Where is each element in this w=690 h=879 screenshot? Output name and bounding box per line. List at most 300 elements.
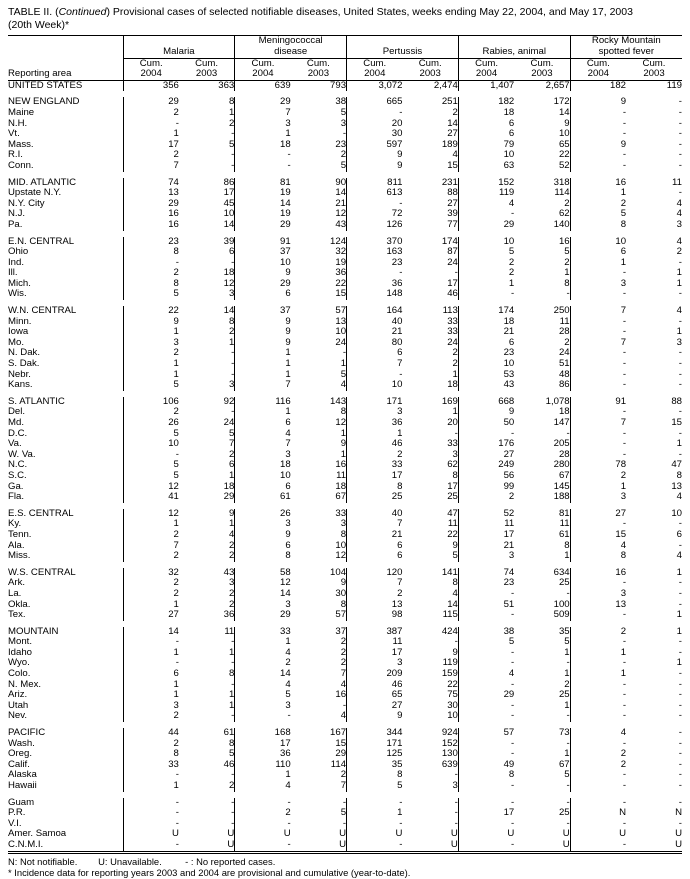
data-cell: 3 bbox=[235, 450, 291, 461]
reporting-area-cell: Ky. bbox=[8, 518, 22, 530]
data-cell: - bbox=[566, 737, 570, 749]
data-cell: 14 bbox=[335, 187, 347, 199]
data-cell: 2 bbox=[676, 246, 682, 258]
data-cell: 29 bbox=[335, 748, 347, 760]
data-cell: 2 bbox=[340, 657, 347, 669]
data-cell: 61 bbox=[558, 528, 570, 540]
data-cell: 2 bbox=[340, 769, 347, 781]
data-cell: 3 bbox=[570, 492, 626, 503]
data-cell: 20 bbox=[447, 417, 458, 428]
data-cell: 2 bbox=[235, 658, 291, 669]
table-row bbox=[8, 829, 682, 840]
data-cell: 1 bbox=[564, 748, 570, 760]
data-cell: 18 bbox=[458, 317, 514, 328]
data-cell: 1 bbox=[340, 448, 347, 460]
data-cell: 25 bbox=[558, 577, 570, 589]
reporting-area-cell: Mass. bbox=[8, 138, 34, 150]
data-cell: 3 bbox=[228, 577, 235, 589]
data-cell: 5 bbox=[123, 380, 179, 391]
data-cell: 39 bbox=[447, 208, 458, 220]
data-cell: 3 bbox=[347, 658, 403, 669]
data-cell: - bbox=[231, 128, 235, 140]
data-cell: - bbox=[458, 589, 514, 600]
data-cell: - bbox=[570, 690, 626, 701]
data-cell: 130 bbox=[441, 748, 458, 760]
data-cell: 10 bbox=[235, 258, 291, 269]
table-row bbox=[8, 798, 682, 809]
data-cell: 52 bbox=[558, 159, 570, 171]
disease-header-line2: spotted fever bbox=[598, 45, 655, 57]
data-cell: - bbox=[570, 770, 626, 781]
data-cell: 7 bbox=[570, 306, 626, 317]
data-cell: - bbox=[123, 808, 179, 819]
data-cell: 49 bbox=[458, 760, 514, 771]
reporting-area-cell: Pa. bbox=[8, 218, 23, 230]
data-cell: 8 bbox=[340, 598, 347, 610]
data-cell: 11 bbox=[336, 469, 347, 481]
data-cell: 56 bbox=[458, 471, 514, 482]
data-cell: 12 bbox=[235, 578, 291, 589]
data-cell: 116 bbox=[235, 397, 291, 408]
data-cell: 7 bbox=[123, 161, 179, 172]
data-cell: - bbox=[458, 798, 514, 809]
data-cell: 509 bbox=[553, 609, 570, 621]
data-cell: - bbox=[123, 119, 179, 130]
data-cell: 5 bbox=[340, 807, 347, 819]
data-cell: 21 bbox=[335, 197, 347, 209]
data-cell: 2 bbox=[123, 589, 179, 600]
data-cell: 21 bbox=[458, 541, 514, 552]
data-cell: 33 bbox=[335, 507, 347, 519]
data-cell: - bbox=[678, 780, 682, 791]
data-cell: - bbox=[454, 796, 458, 808]
data-cell: 6 bbox=[458, 119, 514, 130]
data-cell: 7 bbox=[235, 380, 291, 391]
data-cell: - bbox=[231, 678, 235, 690]
data-cell: 17 bbox=[458, 808, 514, 819]
data-cell: - bbox=[570, 327, 626, 338]
data-cell: 1 bbox=[570, 258, 626, 269]
reporting-area-cell: Tex. bbox=[8, 609, 26, 621]
reporting-area-cell: Okla. bbox=[8, 598, 31, 610]
data-cell: U bbox=[562, 828, 570, 840]
reporting-area-cell: C.N.M.I. bbox=[8, 838, 44, 850]
reporting-area-cell: W.S. CENTRAL bbox=[8, 566, 76, 578]
data-cell: 57 bbox=[335, 609, 347, 621]
data-cell: - bbox=[570, 450, 626, 461]
data-cell: - bbox=[678, 117, 682, 129]
data-cell: 5 bbox=[452, 550, 458, 562]
data-cell: 8 bbox=[452, 577, 458, 589]
data-cell: 9 bbox=[452, 646, 458, 658]
data-cell: 1 bbox=[676, 566, 682, 578]
data-cell: - bbox=[231, 807, 235, 819]
data-cell: 4 bbox=[676, 197, 682, 209]
data-cell: 1 bbox=[676, 267, 682, 279]
data-cell: - bbox=[570, 429, 626, 440]
reporting-area-cell: Idaho bbox=[8, 646, 33, 658]
data-cell: - bbox=[566, 427, 570, 439]
data-cell: 8 bbox=[235, 551, 291, 562]
data-cell: 8 bbox=[347, 770, 403, 781]
data-cell: 1 bbox=[340, 358, 347, 370]
data-cell: - bbox=[458, 781, 514, 792]
data-cell: 38 bbox=[458, 627, 514, 638]
data-cell: 14 bbox=[235, 589, 291, 600]
table-row bbox=[8, 781, 682, 792]
data-cell: - bbox=[678, 128, 682, 140]
data-cell: U bbox=[123, 829, 179, 840]
data-cell: 10 bbox=[235, 471, 291, 482]
data-cell: 7 bbox=[347, 359, 403, 370]
data-cell: 189 bbox=[441, 138, 458, 150]
data-cell: - bbox=[678, 689, 682, 701]
data-cell: 27 bbox=[570, 509, 626, 520]
data-cell: 67 bbox=[335, 491, 347, 503]
data-cell: 61 bbox=[223, 727, 235, 739]
data-cell: 8 bbox=[676, 469, 682, 481]
data-cell: 36 bbox=[235, 749, 291, 760]
data-cell: - bbox=[123, 770, 179, 781]
table-row bbox=[8, 610, 682, 621]
data-cell: - bbox=[123, 450, 179, 461]
data-cell: 18 bbox=[458, 108, 514, 119]
data-cell: - bbox=[458, 711, 514, 722]
data-cell: - bbox=[231, 796, 235, 808]
reporting-area-cell: Wash. bbox=[8, 737, 35, 749]
data-cell: 14 bbox=[235, 669, 291, 680]
data-cell: 924 bbox=[441, 727, 458, 739]
reporting-area-cell: D.C. bbox=[8, 427, 28, 439]
data-cell: 21 bbox=[347, 530, 403, 541]
data-cell: 33 bbox=[123, 760, 179, 771]
data-cell: - bbox=[342, 817, 347, 829]
data-cell: 8 bbox=[458, 770, 514, 781]
data-cell: 2 bbox=[123, 739, 179, 750]
data-cell: 1 bbox=[123, 648, 179, 659]
data-cell: 29 bbox=[123, 199, 179, 210]
data-cell: 1 bbox=[570, 648, 626, 659]
data-cell: - bbox=[458, 209, 514, 220]
data-cell: 9 bbox=[347, 161, 403, 172]
reporting-area-cell: R.I. bbox=[8, 149, 23, 161]
data-cell: 50 bbox=[458, 418, 514, 429]
reporting-area-cell: Miss. bbox=[8, 550, 31, 562]
data-cell: 172 bbox=[553, 96, 570, 108]
data-cell: 9 bbox=[347, 711, 403, 722]
data-cell: 72 bbox=[347, 209, 403, 220]
data-cell: - bbox=[566, 780, 570, 791]
data-cell: 12 bbox=[335, 550, 347, 562]
data-cell: 7 bbox=[340, 780, 347, 791]
data-cell: - bbox=[458, 819, 514, 830]
data-cell: 33 bbox=[235, 627, 291, 638]
table-row bbox=[8, 80, 682, 91]
table-body bbox=[8, 80, 682, 850]
data-cell: - bbox=[235, 840, 291, 851]
data-cell: 15 bbox=[335, 737, 347, 749]
data-cell: 169 bbox=[441, 395, 458, 407]
data-cell: - bbox=[678, 187, 682, 199]
reporting-area-cell: Maine bbox=[8, 106, 35, 118]
data-cell: - bbox=[678, 748, 682, 760]
data-cell: 23 bbox=[123, 237, 179, 248]
data-cell: - bbox=[347, 199, 403, 210]
data-cell: 8 bbox=[564, 539, 570, 551]
data-cell: 18 bbox=[235, 140, 291, 151]
data-cell: - bbox=[678, 256, 682, 268]
data-cell: 2 bbox=[123, 711, 179, 722]
data-cell: 8 bbox=[340, 406, 347, 418]
data-cell: 1 bbox=[570, 482, 626, 493]
data-cell: 81 bbox=[235, 178, 291, 189]
data-cell: 6 bbox=[570, 247, 626, 258]
data-cell: 21 bbox=[347, 327, 403, 338]
data-cell: 53 bbox=[458, 370, 514, 381]
data-cell: - bbox=[123, 798, 179, 809]
data-cell: - bbox=[570, 798, 626, 809]
data-cell: 10 bbox=[447, 710, 458, 722]
data-cell: 119 bbox=[666, 79, 682, 91]
data-cell: 3 bbox=[676, 336, 682, 348]
data-cell: 16 bbox=[335, 459, 347, 471]
data-cell: 5 bbox=[458, 637, 514, 648]
data-cell: 91 bbox=[570, 397, 626, 408]
data-cell: 16 bbox=[558, 235, 570, 247]
data-cell: - bbox=[570, 380, 626, 391]
data-cell: 52 bbox=[458, 509, 514, 520]
data-cell: - bbox=[678, 598, 682, 610]
data-cell: 24 bbox=[447, 336, 458, 348]
data-cell: 5 bbox=[123, 471, 179, 482]
reporting-area-cell: P.R. bbox=[8, 807, 26, 819]
data-cell: 4 bbox=[570, 728, 626, 739]
subheader-cum-2004: Cum. 2004 bbox=[570, 58, 626, 80]
data-cell: 12 bbox=[335, 417, 347, 428]
data-cell: 11 bbox=[447, 518, 458, 530]
data-cell: - bbox=[566, 796, 570, 808]
data-cell: 250 bbox=[553, 305, 570, 317]
data-cell: U bbox=[227, 828, 235, 840]
data-cell: 100 bbox=[553, 598, 570, 610]
data-cell: - bbox=[570, 129, 626, 140]
data-cell: 2 bbox=[452, 347, 458, 359]
data-cell: 174 bbox=[458, 306, 514, 317]
reporting-area-cell: Mo. bbox=[8, 336, 24, 348]
data-cell: 3 bbox=[340, 518, 347, 530]
data-cell: 114 bbox=[554, 187, 570, 199]
data-cell: 1 bbox=[228, 518, 235, 530]
data-cell: 11 bbox=[672, 176, 682, 188]
data-cell: - bbox=[454, 769, 458, 781]
data-cell: 4 bbox=[452, 149, 458, 161]
reporting-area-cell: Oreg. bbox=[8, 748, 32, 760]
data-cell: 1 bbox=[123, 359, 179, 370]
data-cell: 119 bbox=[458, 188, 514, 199]
data-cell: - bbox=[231, 368, 235, 380]
data-cell: 6 bbox=[347, 541, 403, 552]
disease-header-rocky-mountain-spotted-fever bbox=[570, 36, 682, 59]
data-cell: 29 bbox=[223, 491, 235, 503]
data-cell: 2 bbox=[570, 749, 626, 760]
title-line1-pre: TABLE II. ( bbox=[8, 6, 59, 18]
data-cell: 10 bbox=[458, 237, 514, 248]
data-cell: 4 bbox=[676, 491, 682, 503]
data-cell: 5 bbox=[458, 247, 514, 258]
data-cell: 2 bbox=[123, 407, 179, 418]
data-cell: 92 bbox=[223, 395, 235, 407]
data-cell: 14 bbox=[558, 106, 570, 118]
data-cell: 148 bbox=[347, 289, 403, 300]
reporting-area-cell: N.H. bbox=[8, 117, 28, 129]
data-cell: - bbox=[123, 637, 179, 648]
data-cell: - bbox=[458, 680, 514, 691]
data-cell: 22 bbox=[123, 306, 179, 317]
data-cell: 4 bbox=[676, 550, 682, 562]
data-cell: 5 bbox=[228, 748, 235, 760]
data-cell: 1 bbox=[228, 699, 235, 711]
data-cell: - bbox=[678, 817, 682, 829]
data-cell: 88 bbox=[671, 395, 682, 407]
data-cell: 2 bbox=[228, 598, 235, 610]
data-cell: 86 bbox=[223, 176, 235, 188]
notifiable-diseases-table bbox=[8, 35, 682, 851]
data-cell: 9 bbox=[452, 539, 458, 551]
data-cell: 665 bbox=[347, 97, 403, 108]
data-cell: 182 bbox=[570, 80, 626, 91]
reporting-area-cell: Amer. Samoa bbox=[8, 828, 67, 840]
data-cell: 2 bbox=[564, 678, 570, 690]
data-cell: 25 bbox=[347, 492, 403, 503]
data-cell: - bbox=[570, 119, 626, 130]
data-cell: 668 bbox=[458, 397, 514, 408]
data-cell: U bbox=[339, 838, 347, 850]
table-row bbox=[8, 808, 682, 819]
data-cell: 8 bbox=[228, 668, 235, 680]
reporting-area-cell: Va. bbox=[8, 438, 22, 450]
data-cell: 163 bbox=[347, 247, 403, 258]
data-cell: 2 bbox=[123, 551, 179, 562]
data-cell: 1 bbox=[228, 469, 235, 481]
data-cell: 19 bbox=[235, 209, 291, 220]
data-cell: 145 bbox=[553, 480, 570, 492]
data-cell: 29 bbox=[458, 690, 514, 701]
data-cell: 22 bbox=[335, 277, 347, 289]
data-cell: 65 bbox=[558, 138, 570, 150]
data-cell: 10 bbox=[458, 359, 514, 370]
data-cell: - bbox=[678, 737, 682, 749]
data-cell: 1,407 bbox=[458, 80, 514, 91]
data-cell: 2 bbox=[123, 108, 179, 119]
data-cell: 1 bbox=[347, 429, 403, 440]
data-cell: 10 bbox=[570, 237, 626, 248]
data-cell: 1 bbox=[676, 657, 682, 669]
data-cell: 27 bbox=[447, 128, 458, 140]
data-cell: U bbox=[339, 828, 347, 840]
reporting-area-cell: Nev. bbox=[8, 710, 28, 722]
reporting-area-cell: Wis. bbox=[8, 288, 27, 300]
data-cell: 2 bbox=[458, 268, 514, 279]
data-cell: 67 bbox=[558, 469, 570, 481]
data-cell: 23 bbox=[458, 578, 514, 589]
footnote-legend: N: Not notifiable. U: Unavailable. - : No reported cases. bbox=[8, 856, 276, 868]
data-cell: - bbox=[566, 587, 570, 599]
table-row bbox=[8, 530, 682, 541]
data-cell: 5 bbox=[228, 138, 235, 150]
data-cell: 8 bbox=[570, 551, 626, 562]
reporting-area-cell: V.I. bbox=[8, 817, 22, 829]
data-cell: 26 bbox=[123, 418, 179, 429]
data-cell: 6 bbox=[235, 541, 291, 552]
data-cell: - bbox=[678, 138, 682, 150]
data-cell: 6 bbox=[458, 129, 514, 140]
data-cell: 9 bbox=[228, 507, 235, 519]
data-cell: 8 bbox=[228, 737, 235, 749]
data-cell: 18 bbox=[223, 267, 235, 279]
table-title bbox=[0, 0, 690, 31]
data-cell: 44 bbox=[123, 728, 179, 739]
table-row bbox=[8, 289, 682, 300]
data-cell: 6 bbox=[458, 338, 514, 349]
data-cell: 280 bbox=[553, 459, 570, 471]
data-cell: 58 bbox=[235, 568, 291, 579]
data-cell: 29 bbox=[123, 97, 179, 108]
data-cell: - bbox=[454, 267, 458, 279]
table-row bbox=[8, 711, 682, 722]
subheader-cum-2003: Cum. 2003 bbox=[514, 58, 570, 80]
data-cell: - bbox=[458, 658, 514, 669]
data-cell: 9 bbox=[564, 117, 570, 129]
data-cell: 14 bbox=[447, 598, 458, 610]
data-cell: 98 bbox=[347, 610, 403, 621]
data-cell: - bbox=[678, 539, 682, 551]
data-cell: 23 bbox=[347, 258, 403, 269]
table-row bbox=[8, 492, 682, 503]
data-cell: - bbox=[678, 699, 682, 711]
data-cell: 4 bbox=[676, 305, 682, 317]
data-cell: 16 bbox=[570, 568, 626, 579]
data-cell: 6 bbox=[347, 551, 403, 562]
data-cell: 2 bbox=[570, 760, 626, 771]
reporting-area-cell: Ohio bbox=[8, 246, 29, 258]
data-cell: 13 bbox=[335, 315, 347, 327]
data-cell: N bbox=[570, 808, 626, 819]
data-cell: - bbox=[347, 268, 403, 279]
data-cell: 4 bbox=[340, 379, 347, 391]
data-cell: 2,474 bbox=[433, 79, 458, 91]
data-cell: 3 bbox=[123, 701, 179, 712]
reporting-area-cell: MID. ATLANTIC bbox=[8, 176, 77, 188]
data-cell: - bbox=[678, 636, 682, 648]
data-cell: 1 bbox=[123, 600, 179, 611]
reporting-area-cell: E.N. CENTRAL bbox=[8, 235, 75, 247]
data-cell: 2,657 bbox=[545, 79, 570, 91]
data-cell: 26 bbox=[235, 509, 291, 520]
data-cell: 13 bbox=[123, 188, 179, 199]
data-cell: 1 bbox=[123, 327, 179, 338]
reporting-area-header: Reporting area bbox=[8, 58, 123, 80]
data-cell: 41 bbox=[123, 492, 179, 503]
data-cell: - bbox=[454, 636, 458, 648]
data-cell: 2 bbox=[340, 646, 347, 658]
data-cell: 152 bbox=[458, 178, 514, 189]
data-cell: 126 bbox=[347, 220, 403, 231]
data-cell: 28 bbox=[558, 326, 570, 338]
data-cell: 35 bbox=[558, 625, 570, 637]
data-cell: 17 bbox=[447, 480, 458, 492]
data-cell: 1 bbox=[235, 637, 291, 648]
data-cell: 3 bbox=[452, 448, 458, 460]
